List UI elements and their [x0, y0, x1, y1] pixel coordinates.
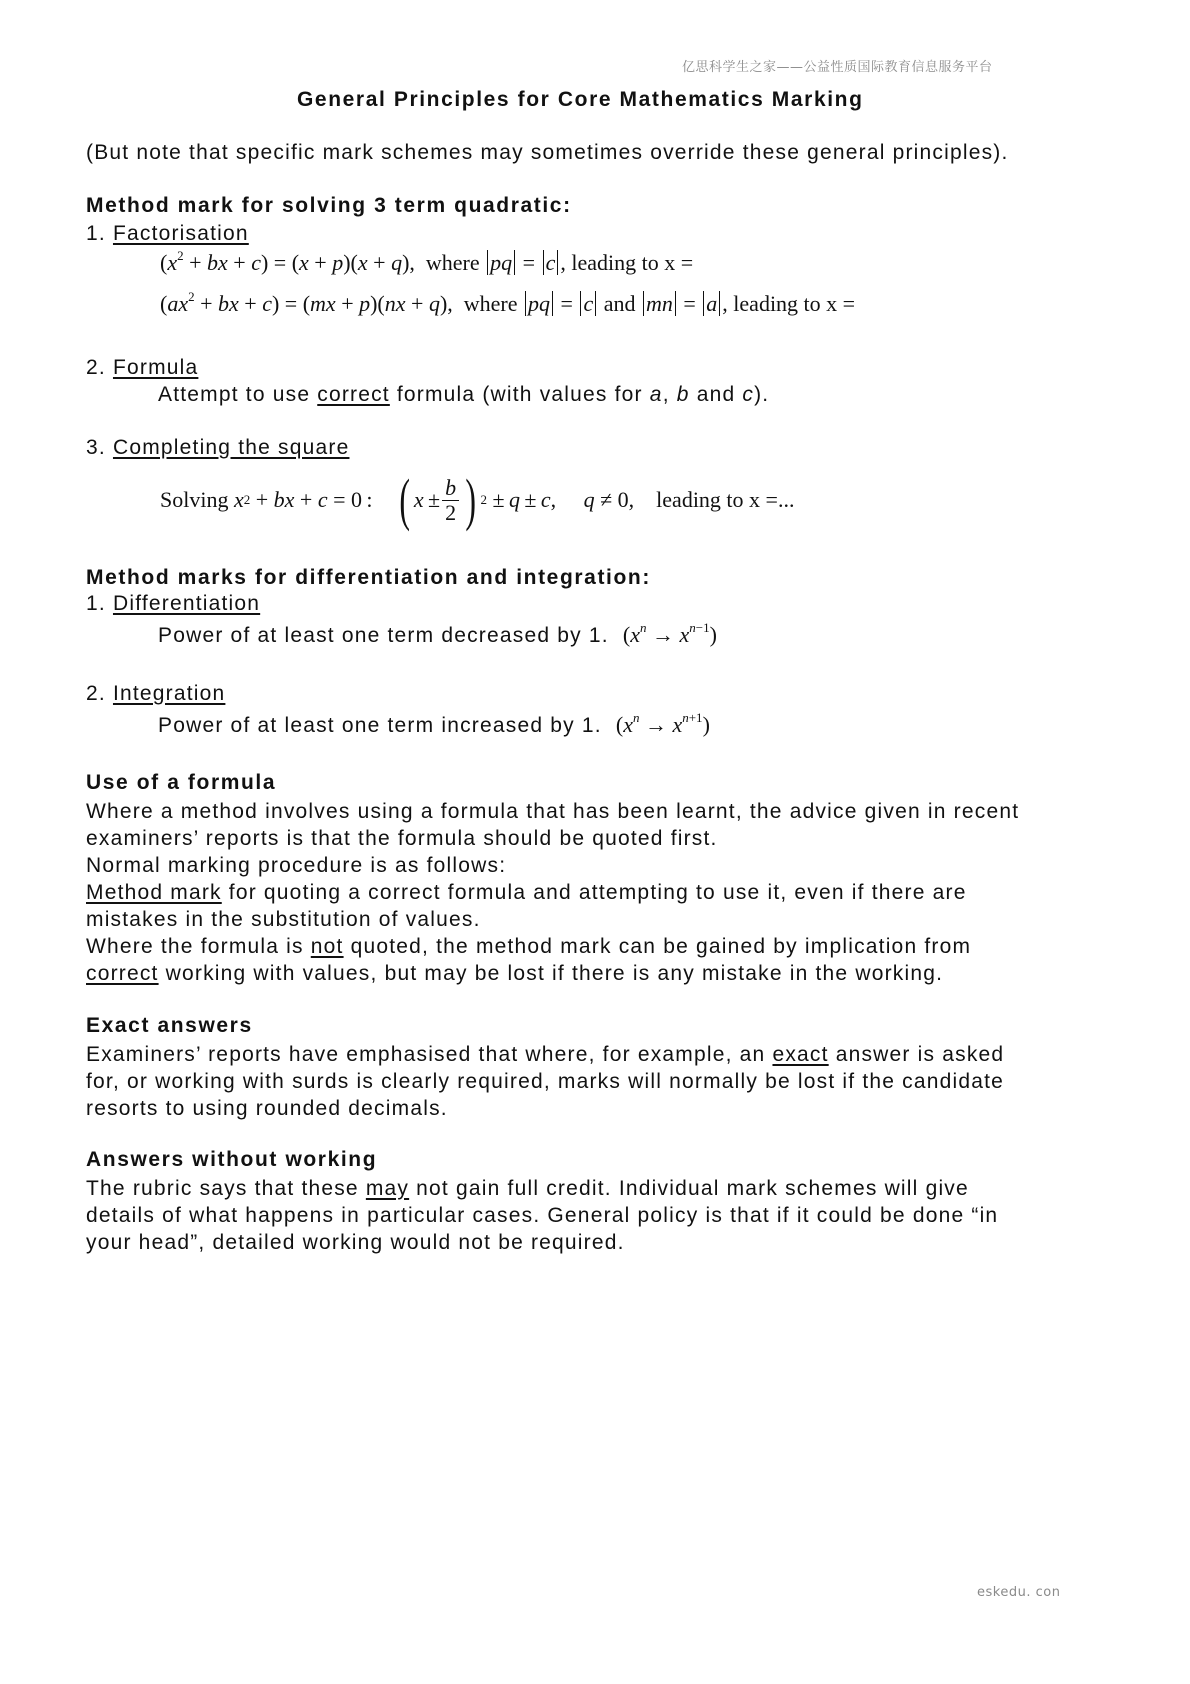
calculus-heading: Method marks for differentiation and integration:: [86, 566, 651, 589]
differentiation-expression: $(x^n \to x^{n-1})$: [622, 620, 717, 647]
leading-text: , leading to x =: [722, 291, 856, 316]
watermark-top: 亿思科学生之家——公益性质国际教育信息服务平台: [682, 60, 993, 75]
factorisation-equation-1: ($x^2$ + bx + c) = (x + p)(x + q), where pq = c , leading to x =: [160, 248, 694, 275]
leading-text: leading to x =...: [656, 487, 795, 512]
intro-note: (But note that specific mark schemes may sometimes override these general principles).: [86, 141, 1009, 164]
factorisation-item: [86, 222, 249, 246]
completing-square-equation: Solving x 2 + bx + c = 0 : ( x ± $\frac{b}{2}$ ) 2 ± q ± c , q ≠ 0, leading to x =...: [160, 467, 795, 532]
factorisation-equation-2: ($ax^2$ + bx + c) = (mx + p)(nx + q), where pq = c and mn = a , leading to x =: [160, 289, 856, 316]
item-number: 3.: [86, 436, 106, 459]
formula-item: [86, 356, 198, 380]
integration-expression: $(x^n \to x^{n+1})$: [615, 710, 710, 737]
differentiation-item: [86, 592, 260, 616]
where-text: where: [425, 250, 480, 275]
quadratic-heading: Method mark for solving 3 term quadratic:: [86, 194, 572, 217]
answers-without-working-body: The rubric says that these may not gain full credit. Individual mark schemes will give details of what happens in particular cases. General policy is that if it could be done “in your head”, detailed working would not be required.: [86, 1177, 999, 1254]
where-text: where: [463, 291, 518, 316]
watermark-bottom: eskedu. con: [977, 1585, 1061, 1600]
exact-answers-heading: Exact answers: [86, 1014, 253, 1037]
solving-text: Solving: [160, 487, 229, 512]
integration-item: [86, 682, 225, 706]
answers-without-working-heading: Answers without working: [86, 1148, 378, 1171]
page-title: General Principles for Core Mathematics Marking: [297, 88, 864, 111]
item-number: 2.: [86, 356, 106, 379]
and-text: and: [603, 291, 636, 316]
use-formula-body: Where a method involves using a formula that has been learnt, the advice given in recent examiners’ reports is that the formula should be quoted first. Normal marking procedure is as follows: Method mark for quoting a correct formula and attempting to use it, even if there are mistakes in the substitution of values. Where the formula is not quoted, the method mark can be gained by implication from correct working with values, but may be lost if there is any mistake in the working.: [86, 800, 1020, 985]
item-number: 1.: [86, 592, 106, 615]
formula-description: Attempt to use correct formula (with values for a, b and c).: [158, 383, 770, 406]
completing-square-label: Completing the square: [112, 436, 350, 459]
exact-answers-body: Examiners’ reports have emphasised that where, for example, an exact answer is asked for, or working with surds is clearly required, marks will normally be lost if the candidate resorts to using rounded decimals.: [86, 1043, 1005, 1120]
item-number: 2.: [86, 682, 106, 705]
formula-label: Formula: [112, 356, 199, 379]
integration-label: Integration: [112, 682, 226, 705]
differentiation-rule: Power of at least one term decreased by 1. $(x^n \to x^{n-1})$: [158, 620, 717, 647]
completing-square-item: [86, 436, 349, 460]
differentiation-label: Differentiation: [112, 592, 261, 615]
use-formula-heading: Use of a formula: [86, 771, 277, 794]
leading-text: , leading to x =: [560, 250, 694, 275]
factorisation-label: Factorisation: [112, 222, 249, 245]
item-number: 1.: [86, 222, 106, 245]
integration-rule: Power of at least one term increased by 1. $(x^n \to x^{n+1})$: [158, 710, 710, 737]
